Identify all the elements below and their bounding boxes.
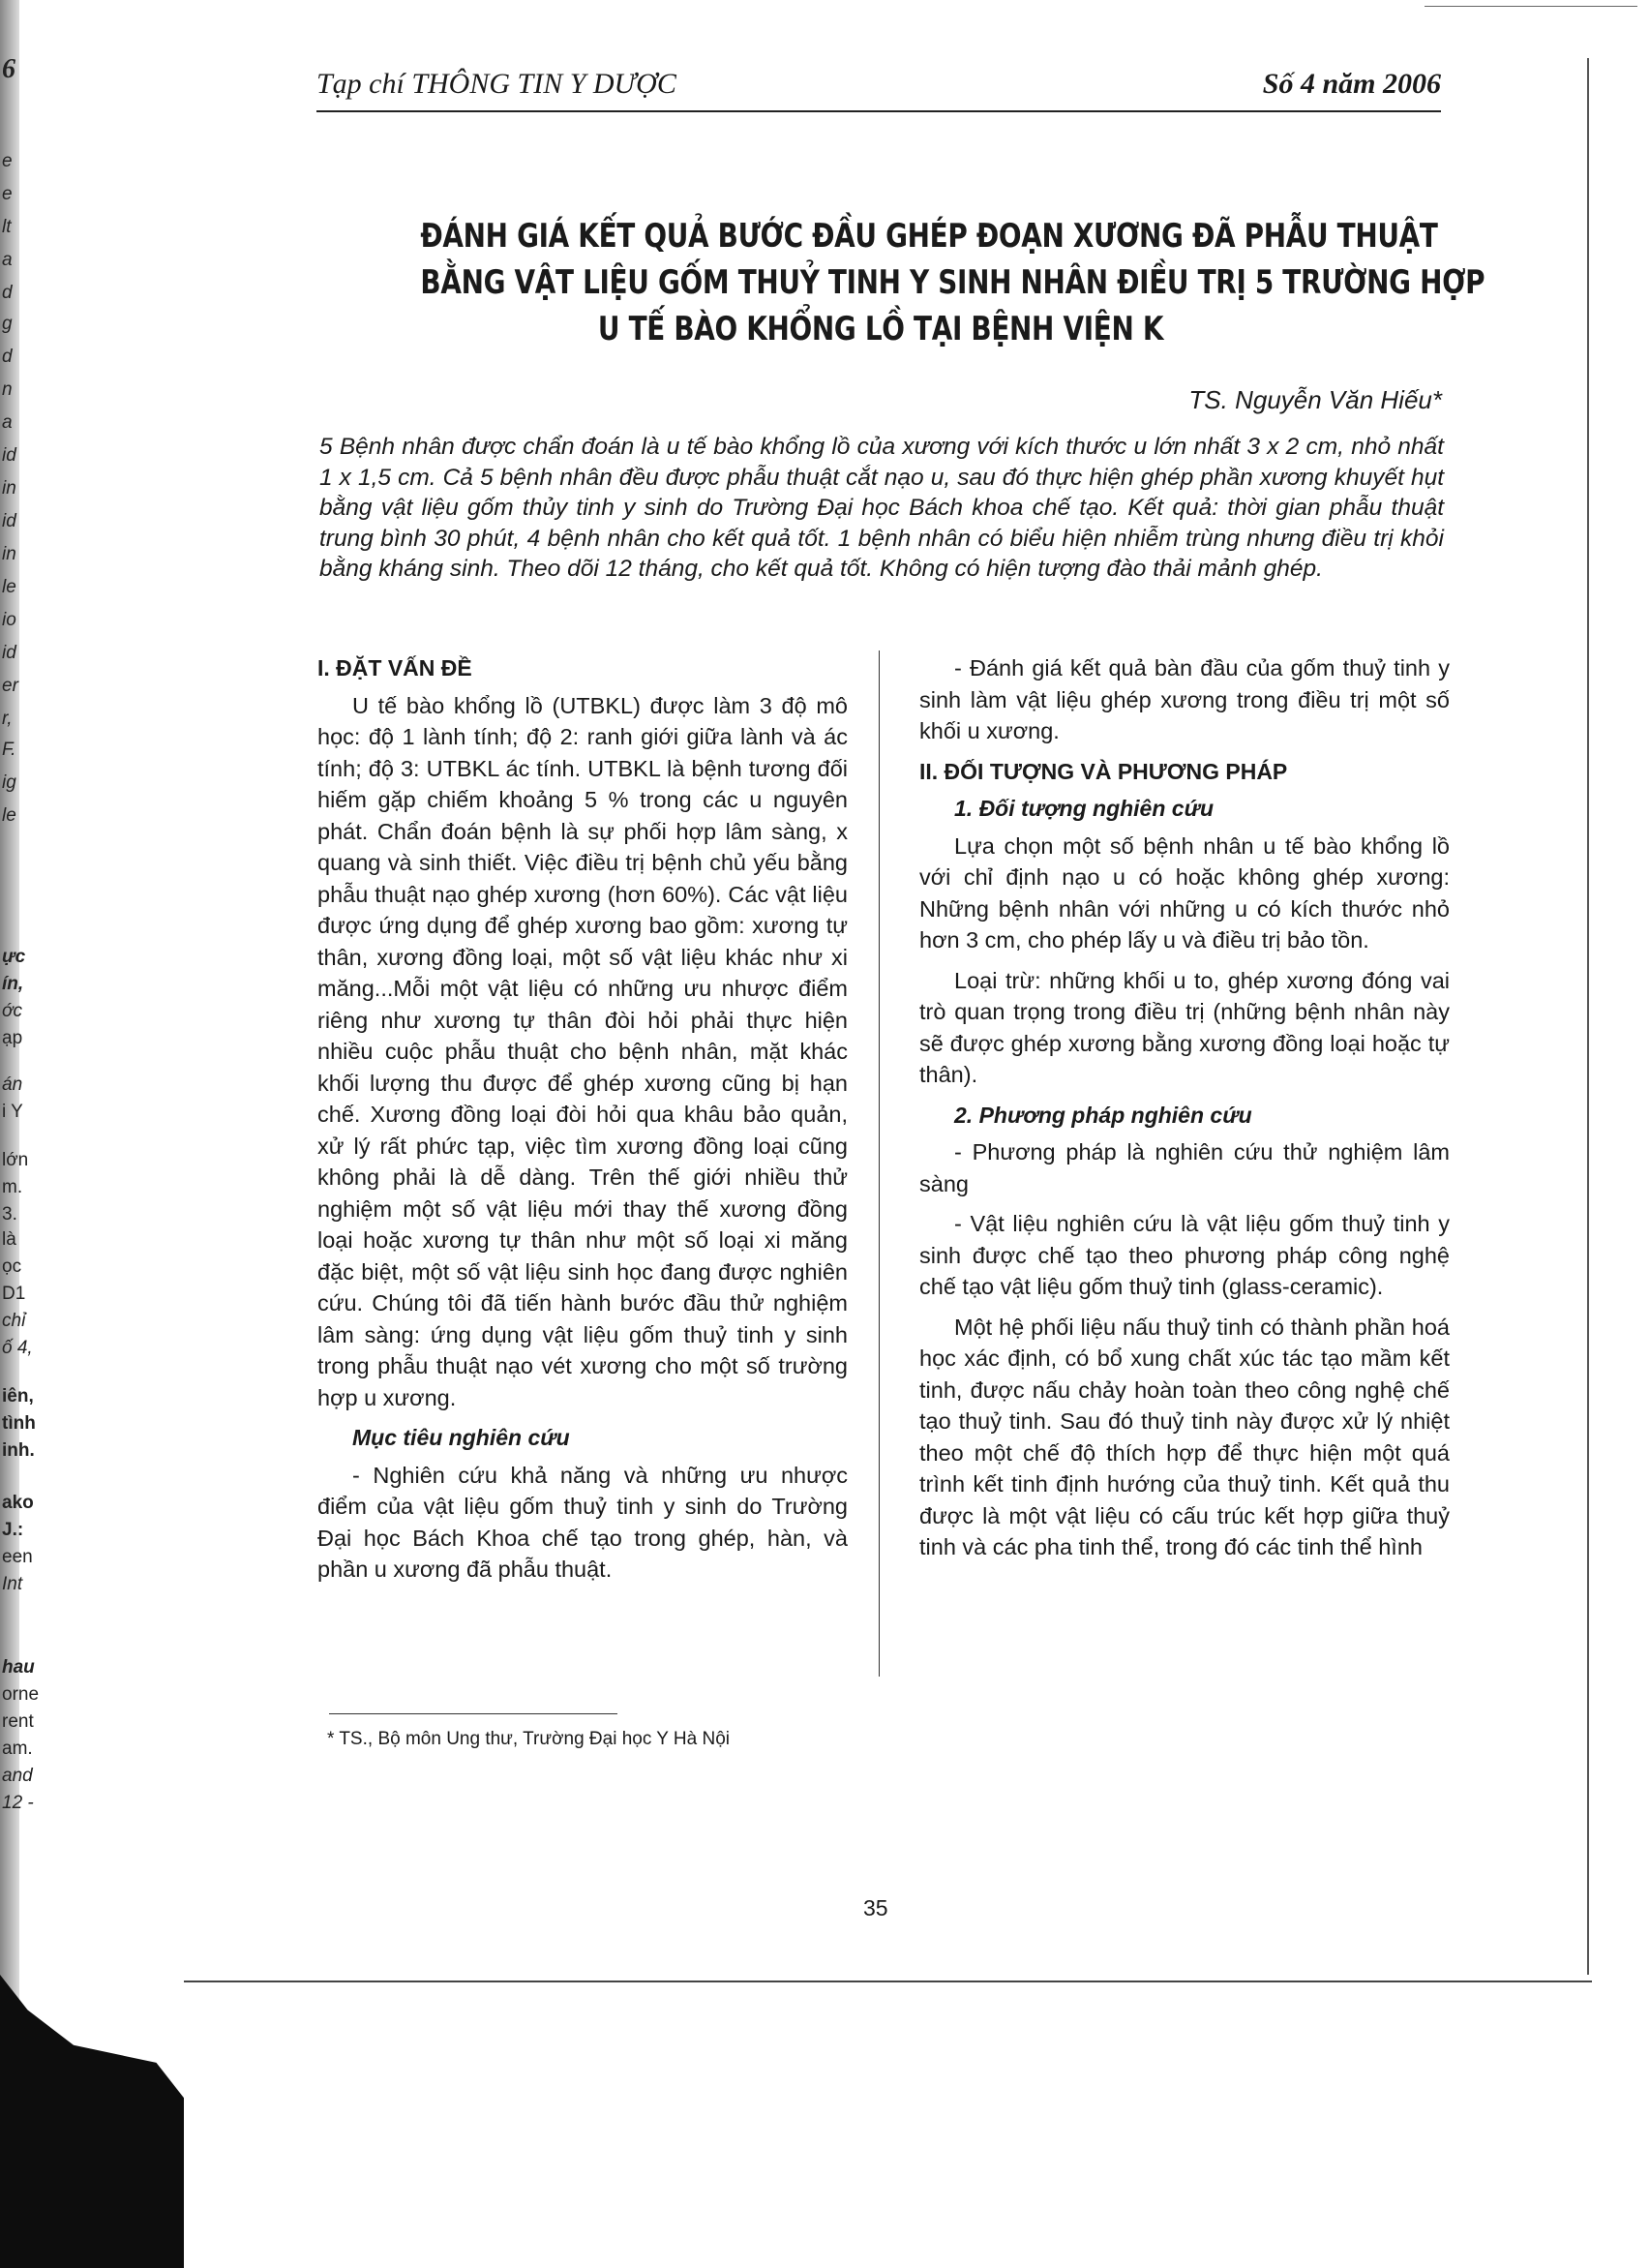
margin-fragment: 6 xyxy=(2,54,15,84)
margin-fragment: in xyxy=(2,544,16,564)
objective-item: - Nghiên cứu khả năng và những ưu nhược điểm của vật liệu gốm thuỷ tinh y sinh do Trường Đại học Bách Khoa chế tạo trong ghép, hàn, và phần u xương đã phẫu thuật. xyxy=(317,1462,848,1582)
article-title xyxy=(420,213,1485,352)
margin-fragment: d xyxy=(2,347,13,367)
margin-fragment: 12 - xyxy=(2,1793,34,1813)
section-heading-methods: II. ĐỐI TƯỢNG VÀ PHƯƠNG PHÁP xyxy=(919,758,1288,784)
margin-fragment: and xyxy=(2,1766,33,1786)
author-footnote: * TS., Bộ môn Ung thư, Trường Đại học Y Hà Nội xyxy=(327,1729,730,1749)
footnote-rule xyxy=(329,1713,617,1714)
margin-fragment: le xyxy=(2,577,16,597)
margin-fragment: e xyxy=(2,151,13,171)
margin-fragment: án xyxy=(2,1074,23,1095)
material-description: Một hệ phối liệu nấu thuỷ tinh có thành phần hoá học xác định, có bổ xung chất xúc tác tạo mầm kết tinh, được nấu chảy hoàn toàn theo công nghệ chế tạo thuỷ tinh. Sau đó thuỷ tinh này được xử lý nhiệt theo một chế độ thích hợp để thực hiện một quá trình kết tinh định hướng của thuỷ tinh. Kết quả thu được là một vật liệu có cấu trúc kết hợp giữa thuỷ tinh và các pha tinh thể, trong đó các tinh thể hình xyxy=(919,1314,1450,1559)
margin-fragment: chỉ xyxy=(2,1311,26,1331)
objectives-subheading: Mục tiêu nghiên cứu xyxy=(352,1425,570,1450)
margin-fragment: rent xyxy=(2,1711,34,1732)
margin-fragment: ạp xyxy=(2,1028,23,1048)
margin-fragment: orne xyxy=(2,1684,40,1705)
margin-fragment: tình xyxy=(2,1413,36,1434)
method-item: - Phương pháp là nghiên cứu thử nghiệm lâm sàng xyxy=(919,1139,1450,1196)
margin-fragment: 3. xyxy=(2,1204,17,1225)
title-line: BẰNG VẬT LIỆU GỐM THUỶ TINH Y SINH NHÂN ĐIỀU TRỊ 5 TRƯỜNG HỢP xyxy=(420,263,1485,302)
running-header xyxy=(316,68,1441,112)
margin-fragment: D1 xyxy=(2,1284,26,1304)
margin-fragment: a xyxy=(2,250,13,270)
margin-fragment: ín, xyxy=(2,974,24,994)
margin-fragment: a xyxy=(2,412,13,433)
exclusion-paragraph: Loại trừ: những khối u to, ghép xương đóng vai trò quan trọng trong điều trị (những bệnh nhân này sẽ được ghép xương bằng xương đồng loại hoặc tự thân). xyxy=(919,967,1450,1087)
margin-fragment: g xyxy=(2,314,13,334)
margin-fragment: ako xyxy=(2,1493,34,1513)
title-line: ĐÁNH GIÁ KẾT QUẢ BƯỚC ĐẦU GHÉP ĐOẠN XƯƠNG ĐÃ PHẪU THUẬT xyxy=(420,217,1438,256)
margin-fragment: Int xyxy=(2,1574,23,1594)
margin-fragment: in xyxy=(2,478,16,499)
scan-dark-corner xyxy=(0,1975,184,2268)
margin-fragment: io xyxy=(2,610,16,630)
issue-label: Số 4 năm 2006 xyxy=(1262,68,1441,100)
section-heading-introduction: I. ĐẶT VẤN ĐỀ xyxy=(317,655,472,680)
objective-item: - Đánh giá kết quả bàn đầu của gốm thuỷ tinh y sinh làm vật liệu ghép xương trong điều trị một số khối u xương. xyxy=(919,655,1450,743)
journal-name: Tạp chí THÔNG TIN Y DƯỢC xyxy=(316,68,676,100)
margin-fragment: F. xyxy=(2,740,16,760)
margin-fragment: n xyxy=(2,379,13,400)
margin-fragment: hau xyxy=(2,1657,35,1678)
inclusion-paragraph: Lựa chọn một số bệnh nhân u tế bào khổng lồ với chỉ định nạo u có hoặc không ghép xương: Những bệnh nhân với những u có kích thước nhỏ hơn 3 cm, cho phép lấy u và điều trị bảo tồn. xyxy=(919,832,1450,953)
margin-fragment: er xyxy=(2,676,18,696)
margin-fragment: m. xyxy=(2,1177,23,1197)
margin-fragment: id xyxy=(2,445,16,466)
margin-fragment: ố 4, xyxy=(2,1338,33,1358)
margin-fragment: ực xyxy=(2,947,26,967)
margin-fragment: ọc xyxy=(2,1256,22,1277)
margin-fragment: e xyxy=(2,184,13,204)
margin-fragment: J.: xyxy=(2,1520,24,1540)
margin-fragment: iên, xyxy=(2,1386,34,1406)
margin-fragment: i Y xyxy=(2,1102,23,1122)
page-number: 35 xyxy=(863,1895,888,1920)
margin-fragment: een xyxy=(2,1547,33,1567)
left-column xyxy=(317,652,848,1594)
margin-fragment: am. xyxy=(2,1739,33,1759)
methods-subheading: 2. Phương pháp nghiên cứu xyxy=(954,1102,1252,1128)
scan-top-rule xyxy=(1425,6,1637,7)
subjects-subheading: 1. Đối tượng nghiên cứu xyxy=(954,796,1215,821)
margin-fragment: lt xyxy=(2,217,12,237)
right-column xyxy=(919,652,1450,1572)
margin-fragment: le xyxy=(2,805,16,826)
margin-fragment: inh. xyxy=(2,1440,35,1461)
material-item: - Vật liệu nghiên cứu là vật liệu gốm thuỷ tinh y sinh được chế tạo theo phương pháp công nghệ chế tạo vật liệu gốm thuỷ tinh (glass-ceramic). xyxy=(919,1211,1450,1299)
column-divider xyxy=(879,650,880,1677)
author-name: TS. Nguyễn Văn Hiếu* xyxy=(1188,385,1442,414)
margin-fragment: id xyxy=(2,643,16,663)
margin-fragment: d xyxy=(2,283,13,303)
margin-fragment: r, xyxy=(2,709,13,729)
margin-fragment: lớn xyxy=(2,1150,29,1170)
introduction-paragraph: U tế bào khổng lồ (UTBKL) được làm 3 độ mô học: độ 1 lành tính; độ 2: ranh giới giữa lành và ác tính; độ 3: UTBKL ác tính. UTBKL là bệnh tương đối hiếm gặp chiếm khoảng 5 % trong các u nguyên phát. Chẩn đoán bệnh là sự phối hợp lâm sàng, x quang và sinh thiết. Việc điều trị bệnh chủ yếu bằng phẫu thuật nạo ghép xương (hơn 60%). Các vật liệu được ứng dụng để ghép xương bao gồm: xương tự thân, xương đồng loại, một số vật liệu khác như xi măng...Mỗi một vật liệu có những ưu nhược điểm riêng như xương tự thân đòi hỏi phải thực hiện nhiều cuộc phẫu thuật cho bệnh nhân, mặt khác khối lượng thu được để ghép xương cũng bị hạn chế. Xương đồng loại đòi hỏi qua khâu bảo quản, xử lý rất phức tạp, việc tìm xương đồng loại cũng không phải là dễ dàng. Trên thế giới nhiều thử nghiệm một số vật liệu mới thay thế xương đồng loại hoặc xương tự thân như một số loại xi măng đặc biệt, một số vật liệu sinh học đang được nghiên cứu. Chúng tôi đã tiến hành bước đầu thử nghiệm lâm sàng: ứng dụng vật liệu gốm thuỷ tinh y sinh trong phẫu thuật nạo vét xương cho một số trường hợp u xương. xyxy=(317,692,848,1410)
scan-right-edge xyxy=(1587,58,1589,1975)
margin-fragment: ig xyxy=(2,772,16,793)
scan-bottom-edge xyxy=(184,1981,1592,1982)
margin-fragment: ớc xyxy=(2,1001,22,1021)
title-line: U TẾ BÀO KHỔNG LỒ TẠI BỆNH VIỆN K xyxy=(597,310,1164,348)
margin-fragment: là xyxy=(2,1229,16,1250)
abstract: 5 Bệnh nhân được chẩn đoán là u tế bào khổng lồ của xương với kích thước u lớn nhất 3 x 2 cm, nhỏ nhất 1 x 1,5 cm. Cả 5 bệnh nhân đều được phẫu thuật cắt nạo u, sau đó thực hiện ghép phần xương khuyết hụt bằng vật liệu gốm thủy tinh y sinh do Trường Đại học Bách khoa chế tạo. Kết quả: thời gian phẫu thuật trung bình 30 phút, 4 bệnh nhân cho kết quả tốt. 1 bệnh nhân có biểu hiện nhiễm trùng nhưng điều trị khỏi bằng kháng sinh. Theo dõi 12 tháng, cho kết quả tốt. Không có hiện tượng đào thải mảnh ghép. xyxy=(319,434,1444,582)
margin-fragment: id xyxy=(2,511,16,531)
